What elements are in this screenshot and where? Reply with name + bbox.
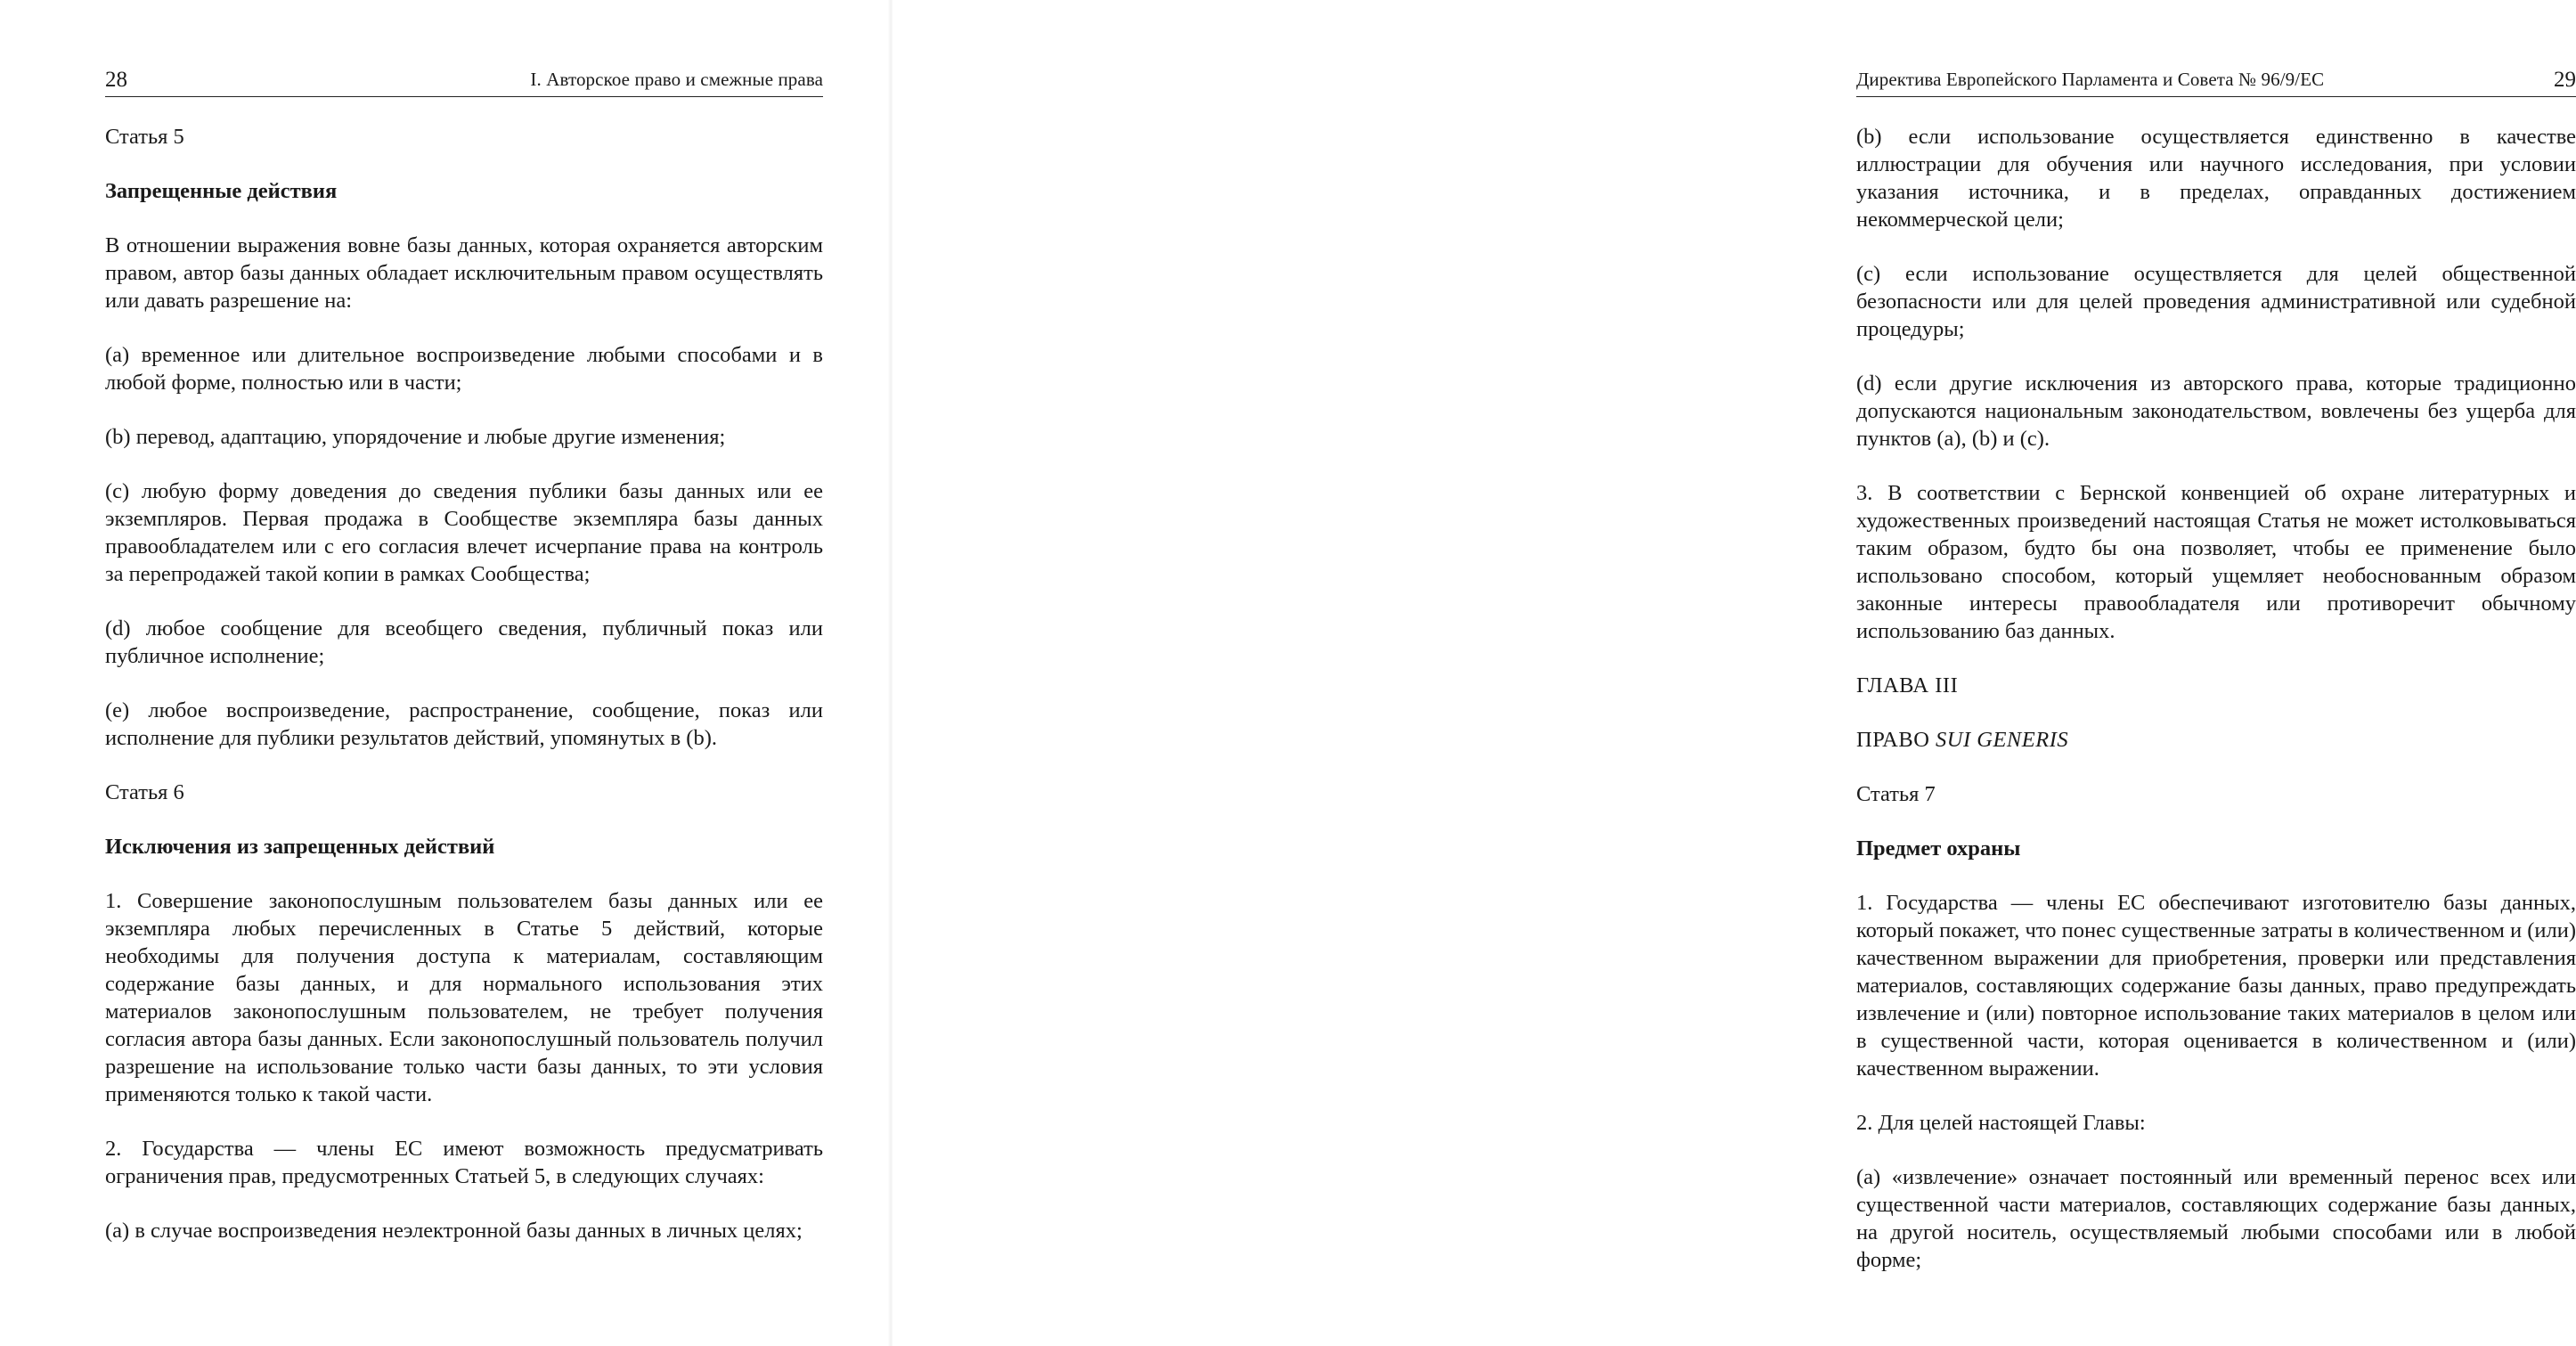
left-page: [0, 0, 891, 1346]
paragraph: В отношении выражения вовне базы данных, которая охраняется авторским правом, автор базы данных обладает исключительным правом осуществлять или давать разрешение на:: [105, 233, 823, 313]
article-label: Статья 6: [105, 780, 184, 804]
list-item: (с) если использование осуществляется для целей общественной безопасности или для целей проведения административной или судебной процедуры;: [1856, 262, 2576, 341]
list-item: (с) любую форму доведения до сведения публики базы данных или ее экземпляров. Первая продажа в Сообществе экземпляра базы данных правообладателем или с его согласия влечет исчерпание права на контроль за перепродажей такой копии в рамках Сообщества;: [105, 479, 823, 586]
paragraph: 2. Государства — члены ЕС имеют возможность предусматривать ограничения прав, предусмотренных Статьей 5, в следующих случаях:: [105, 1137, 823, 1188]
running-head: Директива Европейского Парламента и Совета № 96/9/ЕС: [1856, 69, 2325, 90]
right-page: [891, 0, 2576, 1346]
paragraph: 1. Государства — члены ЕС обеспечивают изготовителю базы данных, который покажет, что понес существенные затраты в количественном и (или) качественном выражении для приобретения, проверки или представления материалов, составляющих содержание базы данных, право предупреждать извлечение и (или) повторное использование таких материалов в целом или в существенной части, которая оценивается в количественном и (или) качественном выражении.: [1856, 891, 2576, 1081]
article-title: Запрещенные действия: [105, 179, 338, 203]
chapter-title-prefix: ПРАВО: [1856, 728, 1930, 752]
running-head: I. Авторское право и смежные права: [530, 69, 823, 90]
chapter-heading: ГЛАВА III: [1856, 673, 1959, 697]
list-item: (е) любое воспроизведение, распространение, сообщение, показ или исполнение для публики результатов действий, упомянутых в (b).: [105, 698, 823, 750]
paragraph: 2. Для целей настоящей Главы:: [1856, 1111, 2146, 1135]
left-page-body: [105, 123, 823, 1271]
list-item: (а) в случае воспроизведения неэлектронной базы данных в личных целях;: [105, 1219, 803, 1243]
article-title: Предмет охраны: [1856, 836, 2021, 861]
list-item: (d) любое сообщение для всеобщего сведения, публичный показ или публичное исполнение;: [105, 616, 823, 668]
page-number: 28: [105, 68, 127, 92]
list-item: (d) если другие исключения из авторского права, которые традиционно допускаются национальным законодательством, вовлечены без ущерба для пунктов (а), (b) и (с).: [1856, 371, 2576, 451]
article-label: Статья 5: [105, 125, 184, 149]
paragraph: 3. В соответствии с Бернской конвенцией об охране литературных и художественных произведений настоящая Статья не может истолковываться таким образом, будто бы она позволяет, чтобы ее применение было использовано способом, который ущемляет необоснованным образом законные интересы правообладателя или противоречит обычному использованию баз данных.: [1856, 481, 2576, 643]
list-item: (а) «извлечение» означает постоянный или временный перенос всех или существенной части материалов, составляющих содержание базы данных, на другой носитель, осуществляемый любыми способами или в любой форме;: [1856, 1165, 2576, 1272]
list-item: (b) перевод, адаптацию, упорядочение и любые другие изменения;: [105, 425, 726, 449]
right-page-header: [1856, 61, 2576, 97]
article-title: Исключения из запрещенных действий: [105, 835, 495, 859]
page-number: 29: [2554, 68, 2576, 92]
chapter-title-italic: SUI GENERIS: [1936, 728, 2069, 752]
left-page-header: [105, 61, 823, 97]
list-item: (b) если использование осуществляется единственно в качестве иллюстрации для обучения или научного исследования, при условии указания источника, и в пределах, оправданных достижением некоммерческой цели;: [1856, 125, 2576, 232]
right-page-body: [1856, 123, 2576, 1301]
chapter-title: [1856, 726, 2576, 754]
article-label: Статья 7: [1856, 782, 1936, 806]
paragraph: 1. Совершение законопослушным пользователем базы данных или ее экземпляра любых перечисленных в Статье 5 действий, которые необходимы для получения доступа к материалам, составляющим содержание базы данных, и для нормального использования этих материалов законопослушным пользователем, не требует получения согласия автора базы данных. Если законопослушный пользователь получил разрешение на использование только части базы данных, то эти условия применяются только к такой части.: [105, 889, 823, 1106]
list-item: (а) временное или длительное воспроизведение любыми способами и в любой форме, полностью или в части;: [105, 343, 823, 395]
